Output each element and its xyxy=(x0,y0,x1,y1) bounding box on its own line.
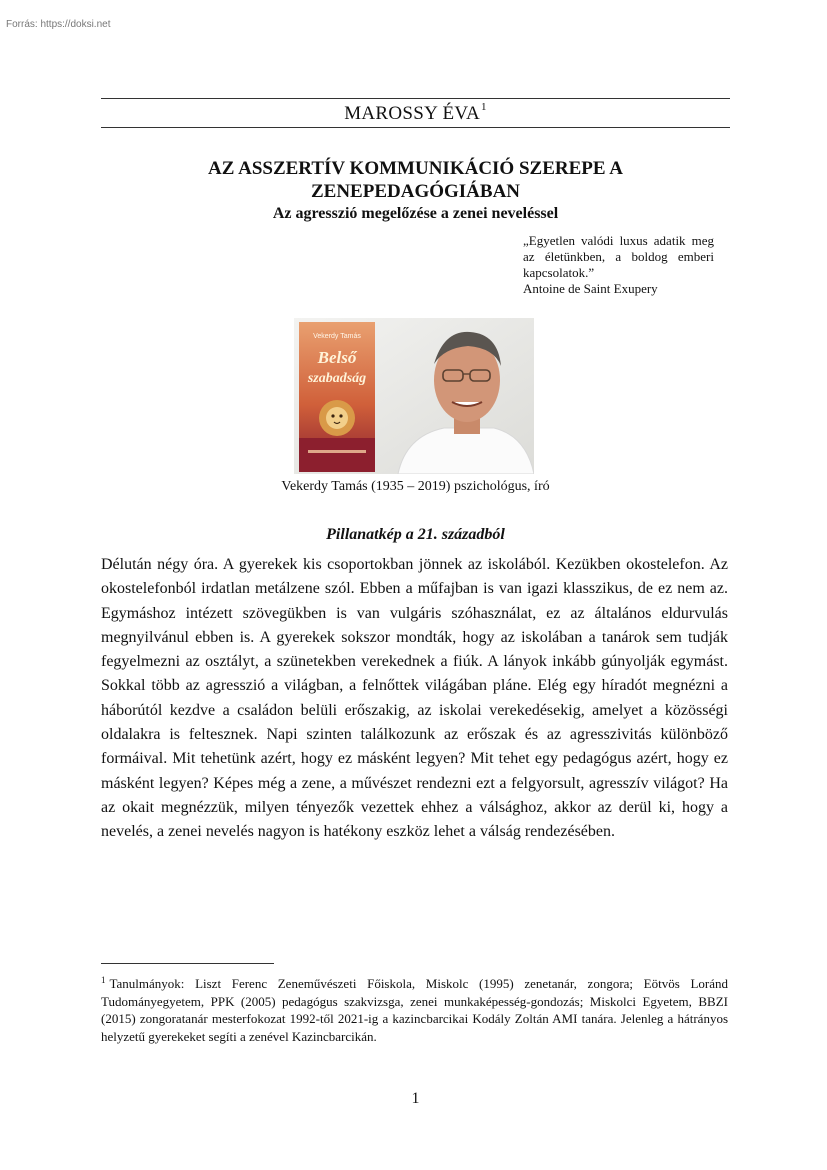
author-footnote-mark[interactable]: 1 xyxy=(481,101,487,113)
page-title xyxy=(101,157,730,203)
book-title-1: Belső xyxy=(317,348,357,367)
epigraph-text: „Egyetlen valódi luxus adatik meg az életünkben, a boldog emberi kapcsolatok.” xyxy=(523,233,714,280)
source-label: Forrás: https://doksi.net xyxy=(6,19,111,30)
header-rule-bottom xyxy=(101,127,730,128)
book-title-2: szabadság xyxy=(307,371,367,386)
epigraph xyxy=(523,233,714,297)
footnote xyxy=(101,972,728,1045)
body-paragraph: Délután négy óra. A gyerekek kis csoportokban jönnek az iskolából. Kezükben okostelefon. Az okostelefonból irdatlan metálzene szól. Ebben a műfajban is van igazi klasszikus, de ez nem az. Egymáshoz intézett szövegükben is van vulgáris szóhasználat, ez az általános eldurvulás megnyilvánul ebben is. A gyerekek sokszor mondták, hogy az iskolában a tanárok sem tudják fegyelmezni az osztályt, a szünetekben verekednek a fiúk. A lányok inkább gúnyolják egymást. Sokkal több az agresszió a világban, a felnőttek világában pláne. Elég egy híradót megnézni a háborútól kezdve a családon belüli erőszakig, az iskolai verekedésekig, amelyet a közösségi oldalakra is feltesznek. Napi szinten találkozunk az erőszak és az agresszivitás különböző formáival. Mit tehetünk azért, hogy ez másként legyen? Mit tehet egy pedagógus azért, hogy ez másként legyen? Képes még a zene, a művészet rendezni ezt a felgyorsult, agresszív világot? Ha az okait megnézzük, milyen tényezők vezettek ehhez a válsághoz, akkor az derül ki, hogy a nevelés, a zenei nevelés nagyon is hatékony eszköz lehet a válság rendezésében. xyxy=(101,556,728,841)
footnote-mark: 1 xyxy=(101,975,106,985)
photo-caption: Vekerdy Tamás (1935 – 2019) pszichológus, író xyxy=(281,479,550,494)
epigraph-attribution: Antoine de Saint Exupery xyxy=(523,281,658,296)
page-subtitle: Az agresszió megelőzése a zenei neveléssel xyxy=(272,205,559,222)
author-photo xyxy=(294,318,534,474)
author-name xyxy=(101,101,730,125)
lion-face-icon xyxy=(326,407,348,429)
page-number: 1 xyxy=(411,1090,420,1107)
section-heading: Pillanatkép a 21. századból xyxy=(326,526,505,543)
book-cover xyxy=(299,322,375,472)
title-line-1: AZ ASSZERTÍV KOMMUNIKÁCIÓ SZEREPE A xyxy=(208,158,623,179)
footnote-text: Tanulmányok: Liszt Ferenc Zeneművészeti Főiskola, Miskolc (1995) zenetanár, zongora; Eötvös Loránd Tudományegyetem, PPK (2005) pedagógus szakvizsga, zenei munkaképesség-gondozás; Miskolci Egyetem, BBZI (2015) zongoratanár mesterfokozat 1992-től 2021-ig a kazincbarcikai Kodály Zoltán AMI tanára. Jelenleg a hátrányos helyzetű gyerekeket segíti a zenével Kazincbarcikán. xyxy=(101,976,728,1044)
author-text: MAROSSY ÉVA xyxy=(344,103,480,124)
header-rule-top xyxy=(101,98,730,99)
title-line-2: ZENEPEDAGÓGIÁBAN xyxy=(310,181,521,202)
book-author: Vekerdy Tamás xyxy=(313,333,361,340)
footnote-rule xyxy=(101,963,274,964)
